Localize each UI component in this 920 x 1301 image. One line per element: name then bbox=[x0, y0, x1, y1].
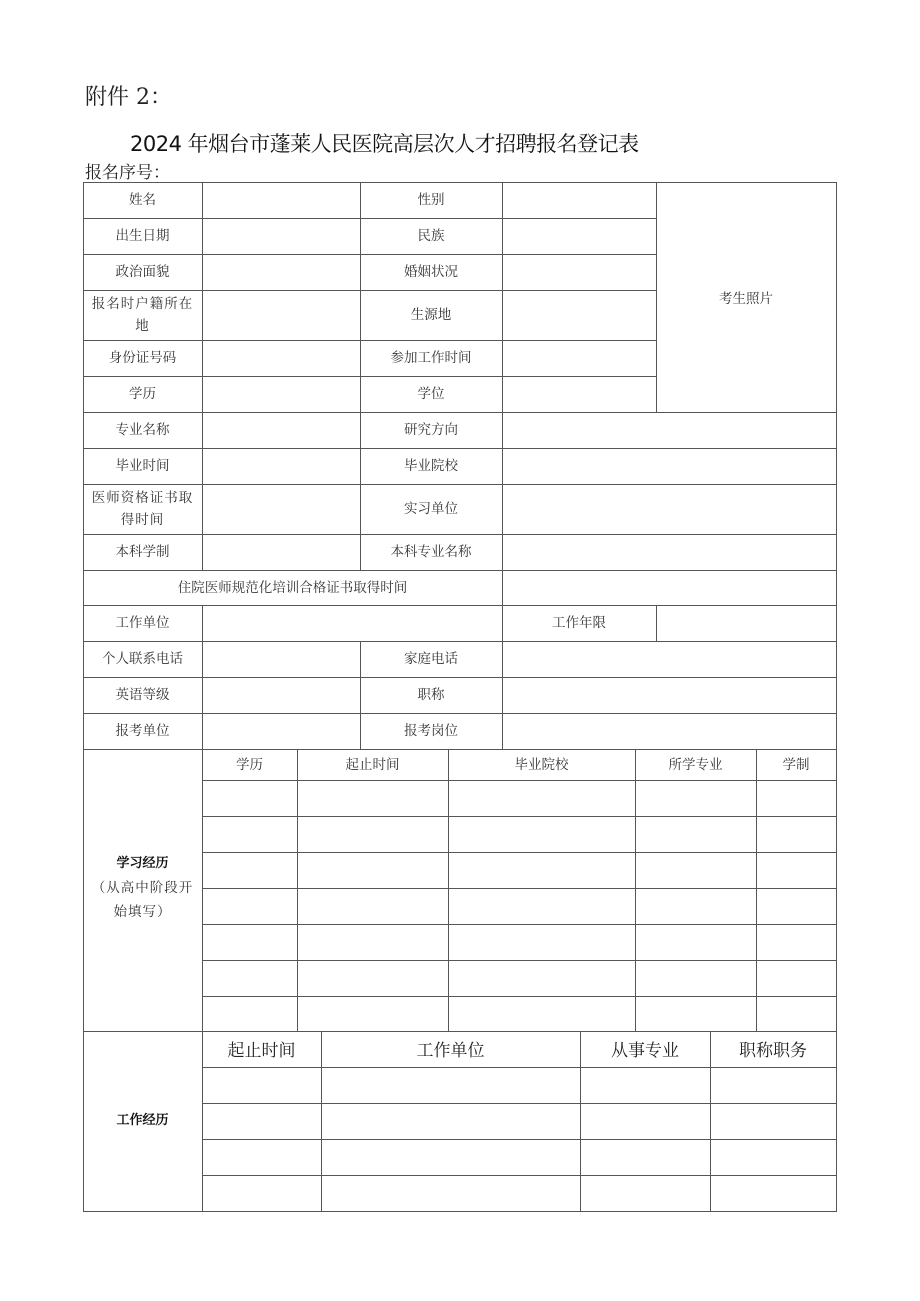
input-personal-phone[interactable] bbox=[203, 642, 359, 676]
label-undergrad-length: 本科学制 bbox=[115, 544, 170, 560]
input-undergrad-length[interactable] bbox=[203, 535, 359, 569]
grid-line bbox=[635, 749, 636, 1031]
grid-line bbox=[202, 960, 836, 961]
study-history-cell[interactable] bbox=[449, 781, 634, 815]
grid-line bbox=[83, 290, 656, 291]
grid-line bbox=[202, 1103, 836, 1104]
study-col-education: 学历 bbox=[236, 757, 263, 773]
page-title: 2024 年烟台市蓬莱人民医院高层次人才招聘报名登记表 bbox=[130, 132, 639, 156]
grid-line bbox=[83, 713, 836, 714]
label-physician-cert-time: 医师资格证书取得时间 bbox=[91, 490, 194, 528]
input-research-direction[interactable] bbox=[503, 413, 835, 447]
study-history-cell[interactable] bbox=[636, 817, 755, 851]
grid-line bbox=[321, 1031, 322, 1211]
input-hukou-location[interactable] bbox=[203, 291, 359, 339]
study-history-cell[interactable] bbox=[636, 961, 755, 995]
study-history-note: （从高中阶段开始填写） bbox=[91, 880, 194, 920]
label-apply-unit: 报考单位 bbox=[115, 723, 170, 739]
input-graduation-school[interactable] bbox=[503, 449, 835, 483]
input-home-phone[interactable] bbox=[503, 642, 835, 676]
label-english-level: 英语等级 bbox=[115, 687, 170, 703]
label-research-direction: 研究方向 bbox=[404, 422, 458, 438]
study-history-cell[interactable] bbox=[298, 853, 447, 887]
grid-line bbox=[83, 182, 837, 183]
grid-line bbox=[656, 605, 657, 641]
grid-line bbox=[756, 749, 757, 1031]
study-history-cell[interactable] bbox=[449, 961, 634, 995]
work-history-cell[interactable] bbox=[581, 1104, 709, 1138]
grid-line bbox=[83, 484, 836, 485]
work-history-label: 工作经历 bbox=[116, 1113, 169, 1128]
label-personal-phone: 个人联系电话 bbox=[102, 651, 183, 667]
study-history-cell[interactable] bbox=[449, 817, 634, 851]
label-work-years: 工作年限 bbox=[552, 615, 606, 631]
study-history-cell[interactable] bbox=[757, 961, 835, 995]
input-professional-title[interactable] bbox=[503, 678, 835, 712]
study-history-cell[interactable] bbox=[757, 889, 835, 923]
grid-line bbox=[83, 570, 836, 571]
grid-line bbox=[202, 816, 836, 817]
grid-line bbox=[83, 376, 656, 377]
work-history-cell[interactable] bbox=[322, 1176, 579, 1210]
work-history-cell[interactable] bbox=[203, 1176, 320, 1210]
grid-line bbox=[580, 1031, 581, 1211]
input-ethnicity[interactable] bbox=[503, 219, 655, 253]
grid-line bbox=[202, 605, 203, 749]
label-id-number: 身份证号码 bbox=[108, 350, 177, 366]
label-birth-date: 出生日期 bbox=[115, 228, 170, 244]
input-apply-position[interactable] bbox=[503, 714, 835, 748]
input-id-number[interactable] bbox=[203, 341, 359, 375]
grid-line bbox=[202, 182, 203, 570]
input-work-unit[interactable] bbox=[203, 606, 501, 640]
study-history-cell[interactable] bbox=[298, 961, 447, 995]
grid-line bbox=[202, 1139, 836, 1140]
input-internship-unit[interactable] bbox=[503, 485, 835, 533]
study-col-school: 毕业院校 bbox=[514, 757, 569, 773]
work-history-cell[interactable] bbox=[203, 1068, 320, 1102]
grid-line bbox=[656, 182, 657, 412]
grid-line bbox=[297, 749, 298, 1031]
label-ethnicity: 民族 bbox=[417, 228, 445, 244]
study-col-period: 起止时间 bbox=[345, 757, 400, 773]
input-name[interactable] bbox=[203, 183, 359, 217]
work-history-cell[interactable] bbox=[322, 1068, 579, 1102]
input-degree[interactable] bbox=[503, 377, 655, 411]
study-history-cell[interactable] bbox=[203, 817, 296, 851]
work-history-cell[interactable] bbox=[322, 1140, 579, 1174]
input-marital-status[interactable] bbox=[503, 255, 655, 289]
study-history-cell[interactable] bbox=[636, 925, 755, 959]
grid-line bbox=[83, 218, 656, 219]
input-graduation-time[interactable] bbox=[203, 449, 359, 483]
study-history-cell[interactable] bbox=[757, 817, 835, 851]
input-physician-cert-time[interactable] bbox=[203, 485, 359, 533]
work-col-title: 职称职务 bbox=[739, 1040, 807, 1061]
work-history-cell[interactable] bbox=[203, 1104, 320, 1138]
study-history-cell[interactable] bbox=[298, 889, 447, 923]
input-origin[interactable] bbox=[503, 291, 655, 339]
study-history-cell[interactable] bbox=[298, 817, 447, 851]
grid-line bbox=[202, 780, 836, 781]
input-english-level[interactable] bbox=[203, 678, 359, 712]
input-education[interactable] bbox=[203, 377, 359, 411]
grid-line bbox=[448, 749, 449, 1031]
input-political-status[interactable] bbox=[203, 255, 359, 289]
grid-line bbox=[202, 1031, 203, 1211]
grid-line bbox=[83, 749, 836, 750]
study-history-cell[interactable] bbox=[298, 781, 447, 815]
study-history-cell[interactable] bbox=[757, 997, 835, 1030]
label-apply-position: 报考岗位 bbox=[404, 723, 458, 739]
serial-number-label: 报名序号： bbox=[85, 163, 170, 183]
grid-line bbox=[83, 254, 656, 255]
label-marital-status: 婚姻状况 bbox=[404, 264, 458, 280]
study-col-length: 学制 bbox=[782, 757, 810, 773]
grid-line bbox=[360, 641, 361, 749]
input-residency-cert-time[interactable] bbox=[503, 571, 835, 604]
work-col-period: 起止时间 bbox=[227, 1040, 296, 1061]
photo-placeholder: 考生照片 bbox=[719, 291, 773, 307]
grid-line bbox=[202, 996, 836, 997]
grid-line bbox=[836, 182, 837, 1211]
study-history-cell[interactable] bbox=[203, 781, 296, 815]
grid-line bbox=[202, 924, 836, 925]
study-history-cell[interactable] bbox=[203, 853, 296, 887]
study-history-cell[interactable] bbox=[449, 889, 634, 923]
grid-line bbox=[83, 448, 836, 449]
study-history-cell[interactable] bbox=[449, 997, 634, 1030]
work-history-cell[interactable] bbox=[711, 1068, 835, 1102]
grid-line bbox=[83, 1031, 836, 1032]
input-undergrad-major[interactable] bbox=[503, 535, 835, 569]
grid-line bbox=[83, 182, 84, 1211]
grid-line bbox=[83, 412, 836, 413]
study-history-cell[interactable] bbox=[636, 781, 755, 815]
label-major-name: 专业名称 bbox=[115, 422, 170, 438]
study-history-cell[interactable] bbox=[203, 961, 296, 995]
label-education: 学历 bbox=[129, 386, 156, 402]
study-history-cell[interactable] bbox=[449, 925, 634, 959]
study-history-cell[interactable] bbox=[636, 853, 755, 887]
label-political-status: 政治面貌 bbox=[115, 264, 170, 280]
input-work-start-time[interactable] bbox=[503, 341, 655, 375]
work-history-cell[interactable] bbox=[581, 1176, 709, 1210]
label-work-start-time: 参加工作时间 bbox=[390, 350, 472, 366]
grid-line bbox=[83, 340, 656, 341]
input-birth-date[interactable] bbox=[203, 219, 359, 253]
study-history-label: 学习经历 bbox=[116, 856, 169, 871]
study-history-section-label bbox=[86, 852, 199, 932]
label-home-phone: 家庭电话 bbox=[404, 651, 458, 667]
label-origin: 生源地 bbox=[410, 307, 452, 323]
study-history-cell[interactable] bbox=[203, 997, 296, 1030]
work-history-cell[interactable] bbox=[581, 1140, 709, 1174]
label-gender: 性别 bbox=[417, 192, 445, 208]
study-history-cell[interactable] bbox=[757, 781, 835, 815]
label-graduation-time: 毕业时间 bbox=[115, 458, 170, 474]
grid-line bbox=[83, 677, 836, 678]
input-major-name[interactable] bbox=[203, 413, 359, 447]
grid-line bbox=[83, 605, 836, 606]
work-history-cell[interactable] bbox=[203, 1140, 320, 1174]
label-internship-unit: 实习单位 bbox=[404, 501, 458, 517]
work-history-cell[interactable] bbox=[322, 1104, 579, 1138]
input-gender[interactable] bbox=[503, 183, 655, 217]
attachment-label: 附件 2： bbox=[85, 85, 172, 110]
grid-line bbox=[202, 749, 203, 1031]
study-col-major: 所学专业 bbox=[668, 757, 723, 773]
input-work-years[interactable] bbox=[657, 606, 835, 640]
grid-line bbox=[502, 182, 503, 749]
grid-line bbox=[202, 1175, 836, 1176]
study-history-cell[interactable] bbox=[203, 889, 296, 923]
study-history-cell[interactable] bbox=[636, 997, 755, 1030]
grid-line bbox=[83, 534, 836, 535]
work-col-specialty: 从事专业 bbox=[611, 1040, 679, 1061]
grid-line bbox=[83, 1211, 837, 1212]
study-history-cell[interactable] bbox=[449, 853, 634, 887]
label-residency-cert-time: 住院医师规范化培训合格证书取得时间 bbox=[177, 579, 408, 596]
work-history-cell[interactable] bbox=[711, 1140, 835, 1174]
study-history-cell[interactable] bbox=[757, 853, 835, 887]
label-name: 姓名 bbox=[129, 192, 156, 208]
grid-line bbox=[710, 1031, 711, 1211]
work-history-cell[interactable] bbox=[711, 1104, 835, 1138]
study-history-cell[interactable] bbox=[636, 889, 755, 923]
label-undergrad-major: 本科专业名称 bbox=[390, 544, 472, 560]
label-work-unit: 工作单位 bbox=[115, 615, 170, 631]
study-history-cell[interactable] bbox=[298, 997, 447, 1030]
study-history-cell[interactable] bbox=[203, 925, 296, 959]
grid-line bbox=[83, 641, 836, 642]
label-professional-title: 职称 bbox=[417, 687, 445, 703]
work-col-unit: 工作单位 bbox=[416, 1040, 485, 1061]
grid-line bbox=[202, 1067, 836, 1068]
work-history-cell[interactable] bbox=[711, 1176, 835, 1210]
work-history-cell[interactable] bbox=[581, 1068, 709, 1102]
label-graduation-school: 毕业院校 bbox=[404, 458, 458, 474]
label-degree: 学位 bbox=[417, 386, 445, 402]
grid-line bbox=[202, 852, 836, 853]
grid-line bbox=[202, 888, 836, 889]
study-history-cell[interactable] bbox=[757, 925, 835, 959]
study-history-cell[interactable] bbox=[298, 925, 447, 959]
label-hukou-location: 报名时户籍所在地 bbox=[91, 296, 194, 334]
grid-line bbox=[360, 182, 361, 570]
input-apply-unit[interactable] bbox=[203, 714, 359, 748]
